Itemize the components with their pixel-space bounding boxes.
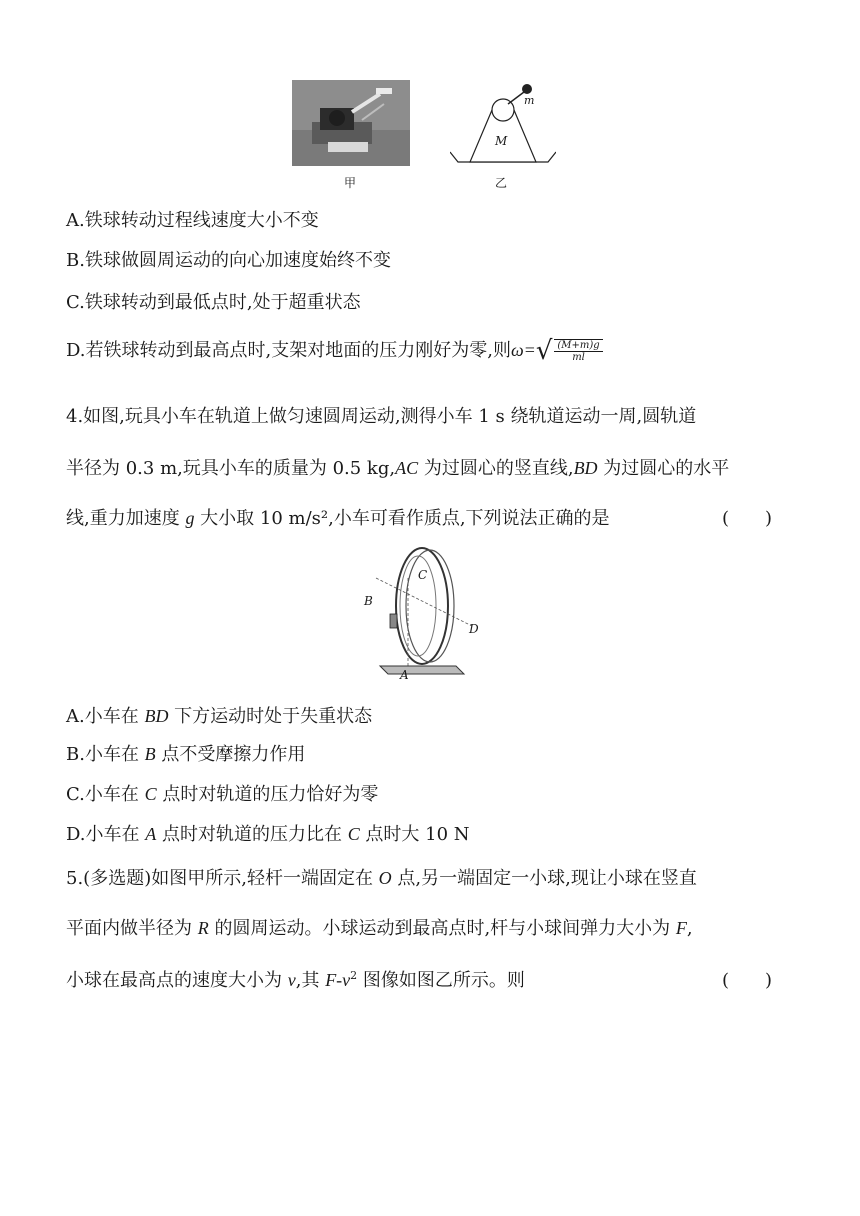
q5-stem-line3: [66, 966, 525, 992]
text: B.小车在: [66, 744, 145, 765]
figure-jia-photo: [292, 80, 410, 166]
figure-yi-label-m: m: [524, 94, 535, 107]
text: 图像如图乙所示。则: [357, 970, 525, 991]
q4-option-c: [66, 780, 378, 806]
q4-option-a: [66, 702, 372, 728]
figure-jia-caption: 甲: [344, 176, 357, 190]
text: 大小取 10 m/s²,小车可看作质点,下列说法正确的是: [194, 508, 610, 529]
text: 点不受摩擦力作用: [155, 744, 306, 765]
q5-stem-line2: [66, 914, 693, 940]
label-b: B: [364, 594, 373, 608]
fraction-denominator: ml: [572, 352, 585, 363]
superscript-2: 2: [350, 969, 358, 982]
figure-yi-diagram: [450, 80, 556, 166]
omega-symbol: ω=: [510, 340, 536, 360]
text: 点时对轨道的压力比在: [156, 824, 348, 845]
figure-loop-track: [360, 540, 490, 685]
q3-option-a: A.铁球转动过程线速度大小不变: [66, 210, 319, 231]
var-bd: BD: [144, 706, 169, 726]
fraction-numerator: (M+m)g: [554, 340, 602, 352]
text: C.小车在: [66, 784, 145, 805]
var-ac: AC: [395, 458, 419, 478]
var-o: O: [378, 868, 392, 888]
var-c: C: [144, 784, 157, 804]
text: 平面内做半径为: [66, 918, 198, 939]
text: 5.(多选题)如图甲所示,轻杆一端固定在: [66, 868, 379, 889]
var-v: v: [287, 970, 296, 990]
text: 的圆周运动。小球运动到最高点时,杆与小球间弹力大小为: [208, 918, 676, 939]
text: ,其: [295, 970, 326, 991]
text: 点时对轨道的压力恰好为零: [156, 784, 379, 805]
q3-option-d: [66, 336, 603, 366]
var-r: R: [197, 918, 209, 938]
label-c: C: [418, 568, 428, 582]
text: D.小车在: [66, 824, 146, 845]
var-a: A: [145, 824, 157, 844]
q5-answer-bracket: ( ): [722, 970, 773, 991]
var-g: g: [185, 508, 195, 528]
text: 下方运动时处于失重状态: [168, 706, 373, 727]
var-f-v: F-v: [325, 970, 351, 990]
text: 为过圆心的竖直线,: [418, 458, 574, 479]
var-b: B: [144, 744, 156, 764]
var-c: C: [347, 824, 360, 844]
text: 小球在最高点的速度大小为: [66, 970, 288, 991]
text: 为过圆心的水平: [597, 458, 730, 479]
text: 半径为 0.3 m,玩具小车的质量为 0.5 kg,: [66, 458, 396, 479]
text: ,: [686, 918, 693, 939]
text: 线,重力加速度: [66, 508, 186, 529]
fraction: [554, 340, 602, 363]
q3-option-d-text: D.若铁球转动到最高点时,支架对地面的压力刚好为零,则: [66, 340, 511, 361]
q5-stem-line1: [66, 864, 697, 890]
q3-option-c: C.铁球转动到最低点时,处于超重状态: [66, 292, 361, 313]
radical-sign: √: [535, 336, 553, 366]
q4-answer-bracket: ( ): [722, 508, 773, 529]
figure-yi-label-M: M: [495, 134, 508, 148]
label-a: A: [400, 668, 409, 682]
var-f: F: [675, 918, 687, 938]
q4-stem-line2: [66, 454, 729, 480]
label-d: D: [469, 622, 479, 636]
sqrt-expression: [554, 339, 602, 363]
text: 点时大 10 N: [359, 824, 470, 845]
figure-yi-caption: 乙: [495, 176, 508, 190]
text: 点,另一端固定一小球,现让小球在竖直: [391, 868, 697, 889]
q3-option-b: B.铁球做圆周运动的向心加速度始终不变: [66, 250, 391, 271]
q4-option-b: [66, 740, 305, 766]
q4-option-d: [66, 820, 470, 846]
var-bd: BD: [573, 458, 598, 478]
q4-stem-line3: [66, 504, 610, 530]
text: A.小车在: [66, 706, 145, 727]
q4-stem-line1: 4.如图,玩具小车在轨道上做匀速圆周运动,测得小车 1 s 绕轨道运动一周,圆轨道: [66, 406, 697, 427]
